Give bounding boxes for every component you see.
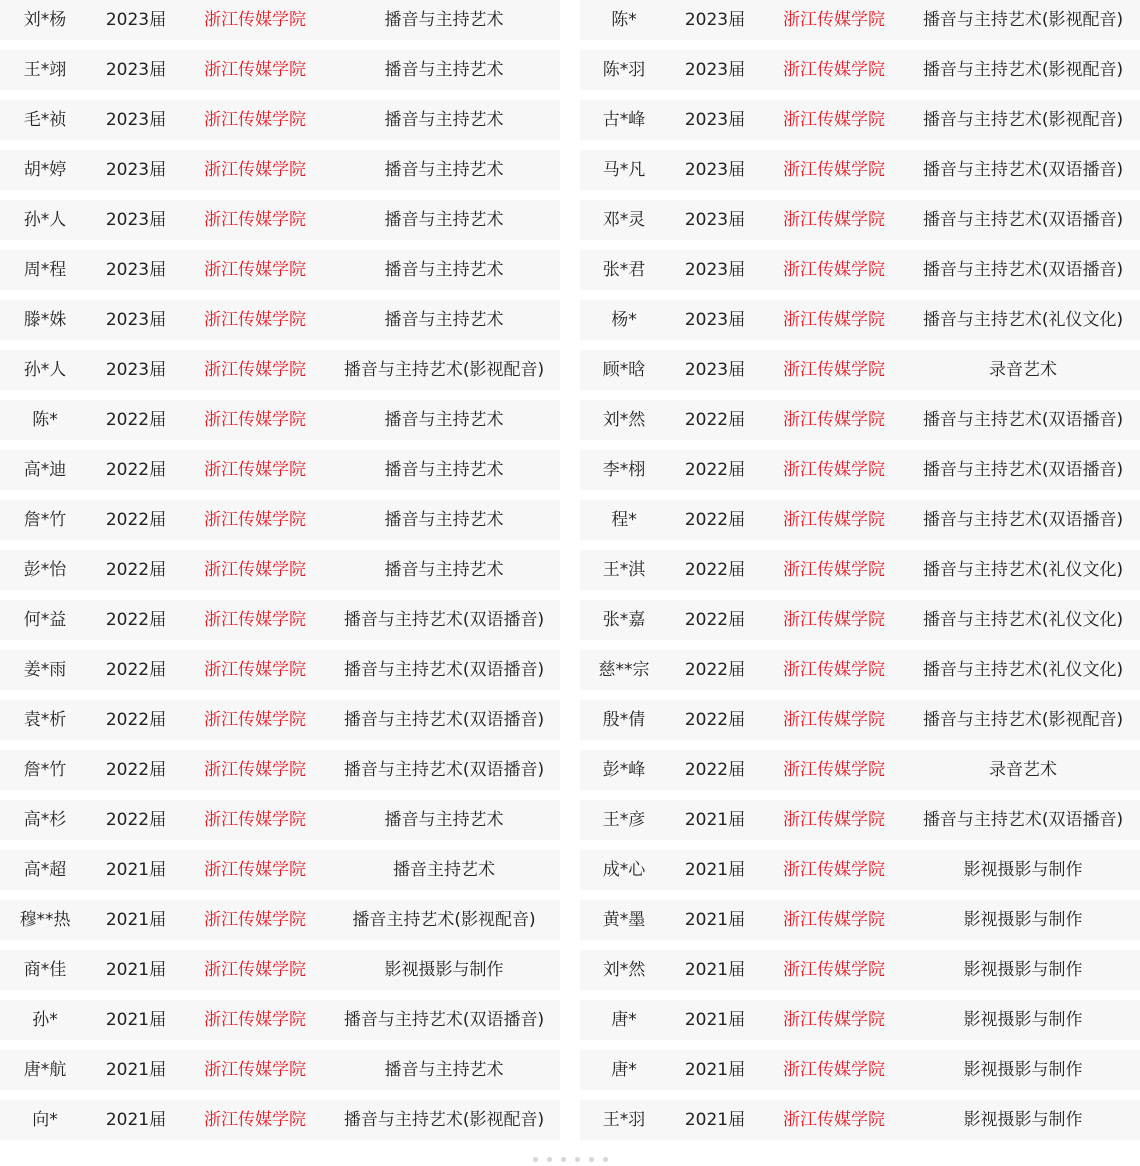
major-name: 播音与主持艺术 <box>384 210 504 230</box>
student-name: 高*杉 <box>23 810 67 830</box>
major-name: 影视摄影与制作 <box>963 960 1083 980</box>
table-row <box>580 600 1140 640</box>
graduation-year: 2021届 <box>684 910 746 930</box>
school-name: 浙江传媒学院 <box>783 610 885 630</box>
school-name: 浙江传媒学院 <box>204 1060 306 1080</box>
school-name: 浙江传媒学院 <box>783 960 885 980</box>
graduation-year: 2022届 <box>105 560 167 580</box>
school-name: 浙江传媒学院 <box>783 810 885 830</box>
table-row <box>0 850 560 890</box>
major-name: 播音与主持艺术(礼仪文化) <box>922 610 1124 630</box>
student-name: 慈**宗 <box>598 660 650 680</box>
graduation-year: 2023届 <box>105 260 167 280</box>
table-row <box>580 750 1140 790</box>
school-name: 浙江传媒学院 <box>204 1010 306 1030</box>
table-row <box>580 500 1140 540</box>
admission-list-left <box>0 0 560 1150</box>
student-name: 周*程 <box>23 260 67 280</box>
major-name: 播音与主持艺术(礼仪文化) <box>922 660 1124 680</box>
graduation-year: 2022届 <box>684 710 746 730</box>
pagination-dot[interactable] <box>603 1157 608 1162</box>
major-name: 播音与主持艺术(影视配音) <box>922 10 1124 30</box>
school-name: 浙江传媒学院 <box>783 210 885 230</box>
graduation-year: 2021届 <box>105 1010 167 1030</box>
graduation-year: 2021届 <box>684 860 746 880</box>
student-name: 孙*人 <box>23 360 67 380</box>
major-name: 播音主持艺术 <box>393 860 495 880</box>
graduation-year: 2023届 <box>684 310 746 330</box>
table-row <box>580 900 1140 940</box>
major-name: 播音与主持艺术(双语播音) <box>343 760 545 780</box>
student-name: 刘*然 <box>602 410 646 430</box>
table-row <box>580 850 1140 890</box>
school-name: 浙江传媒学院 <box>783 10 885 30</box>
graduation-year: 2023届 <box>684 260 746 280</box>
major-name: 播音与主持艺术(双语播音) <box>343 610 545 630</box>
school-name: 浙江传媒学院 <box>783 1010 885 1030</box>
major-name: 播音与主持艺术(礼仪文化) <box>922 560 1124 580</box>
major-name: 播音与主持艺术 <box>384 460 504 480</box>
major-name: 播音与主持艺术(双语播音) <box>343 660 545 680</box>
graduation-year: 2022届 <box>105 510 167 530</box>
school-name: 浙江传媒学院 <box>783 510 885 530</box>
student-name: 詹*竹 <box>23 760 67 780</box>
student-name: 马*凡 <box>602 160 646 180</box>
table-row <box>580 50 1140 90</box>
student-name: 张*君 <box>602 260 646 280</box>
school-name: 浙江传媒学院 <box>204 1110 306 1130</box>
school-name: 浙江传媒学院 <box>204 910 306 930</box>
graduation-year: 2022届 <box>105 660 167 680</box>
major-name: 播音与主持艺术 <box>384 60 504 80</box>
school-name: 浙江传媒学院 <box>204 160 306 180</box>
table-row <box>580 450 1140 490</box>
table-row <box>0 750 560 790</box>
student-name: 陈* <box>32 410 58 430</box>
school-name: 浙江传媒学院 <box>204 860 306 880</box>
table-row <box>0 150 560 190</box>
major-name: 影视摄影与制作 <box>963 860 1083 880</box>
major-name: 播音与主持艺术 <box>384 1060 504 1080</box>
graduation-year: 2023届 <box>105 210 167 230</box>
graduation-year: 2023届 <box>684 210 746 230</box>
major-name: 播音与主持艺术(双语播音) <box>922 410 1124 430</box>
major-name: 影视摄影与制作 <box>963 1010 1083 1030</box>
student-name: 黄*墨 <box>602 910 646 930</box>
major-name: 播音与主持艺术(双语播音) <box>922 160 1124 180</box>
graduation-year: 2021届 <box>105 910 167 930</box>
school-name: 浙江传媒学院 <box>204 760 306 780</box>
table-row <box>580 0 1140 40</box>
major-name: 播音与主持艺术(影视配音) <box>922 110 1124 130</box>
major-name: 播音与主持艺术 <box>384 10 504 30</box>
major-name: 播音与主持艺术(双语播音) <box>343 1010 545 1030</box>
major-name: 播音与主持艺术(双语播音) <box>922 810 1124 830</box>
school-name: 浙江传媒学院 <box>204 960 306 980</box>
school-name: 浙江传媒学院 <box>783 710 885 730</box>
carousel-pagination <box>0 1157 1140 1162</box>
graduation-year: 2023届 <box>684 110 746 130</box>
table-row <box>0 1100 560 1140</box>
student-name: 王*翊 <box>23 60 67 80</box>
major-name: 播音与主持艺术 <box>384 510 504 530</box>
student-name: 李*栩 <box>602 460 646 480</box>
graduation-year: 2022届 <box>684 560 746 580</box>
graduation-year: 2021届 <box>105 960 167 980</box>
table-row <box>0 600 560 640</box>
table-row <box>580 200 1140 240</box>
graduation-year: 2021届 <box>105 860 167 880</box>
graduation-year: 2023届 <box>684 60 746 80</box>
student-name: 王*羽 <box>602 1110 646 1130</box>
graduation-year: 2022届 <box>105 760 167 780</box>
major-name: 播音主持艺术(影视配音) <box>352 910 536 930</box>
table-row <box>0 300 560 340</box>
school-name: 浙江传媒学院 <box>783 110 885 130</box>
student-name: 唐* <box>611 1010 637 1030</box>
table-row <box>0 350 560 390</box>
student-name: 陈*羽 <box>602 60 646 80</box>
school-name: 浙江传媒学院 <box>783 660 885 680</box>
graduation-year: 2021届 <box>684 960 746 980</box>
school-name: 浙江传媒学院 <box>204 510 306 530</box>
graduation-year: 2023届 <box>684 10 746 30</box>
major-name: 播音与主持艺术 <box>384 260 504 280</box>
graduation-year: 2021届 <box>105 1060 167 1080</box>
school-name: 浙江传媒学院 <box>783 1060 885 1080</box>
student-name: 顾*晗 <box>602 360 646 380</box>
school-name: 浙江传媒学院 <box>783 410 885 430</box>
table-row <box>0 550 560 590</box>
pagination-dot[interactable] <box>589 1157 594 1162</box>
student-name: 程* <box>611 510 637 530</box>
major-name: 播音与主持艺术 <box>384 160 504 180</box>
table-row <box>580 550 1140 590</box>
school-name: 浙江传媒学院 <box>204 660 306 680</box>
major-name: 播音与主持艺术 <box>384 560 504 580</box>
student-name: 穆**热 <box>19 910 71 930</box>
table-row <box>0 0 560 40</box>
school-name: 浙江传媒学院 <box>783 760 885 780</box>
graduation-year: 2022届 <box>105 710 167 730</box>
graduation-year: 2023届 <box>105 310 167 330</box>
student-name: 胡*婷 <box>23 160 67 180</box>
school-name: 浙江传媒学院 <box>783 310 885 330</box>
graduation-year: 2022届 <box>105 460 167 480</box>
graduation-year: 2021届 <box>684 810 746 830</box>
table-row <box>0 200 560 240</box>
student-name: 张*嘉 <box>602 610 646 630</box>
school-name: 浙江传媒学院 <box>204 360 306 380</box>
school-name: 浙江传媒学院 <box>204 310 306 330</box>
student-name: 殷*倩 <box>602 710 646 730</box>
major-name: 播音与主持艺术 <box>384 310 504 330</box>
student-name: 滕*姝 <box>23 310 67 330</box>
graduation-year: 2023届 <box>684 160 746 180</box>
table-row <box>580 700 1140 740</box>
graduation-year: 2022届 <box>684 760 746 780</box>
school-name: 浙江传媒学院 <box>783 460 885 480</box>
graduation-year: 2021届 <box>684 1060 746 1080</box>
table-row <box>580 250 1140 290</box>
student-name: 陈* <box>611 10 637 30</box>
pagination-dot[interactable] <box>547 1157 552 1162</box>
school-name: 浙江传媒学院 <box>783 60 885 80</box>
graduation-year: 2022届 <box>684 610 746 630</box>
table-row <box>0 700 560 740</box>
table-row <box>580 1100 1140 1140</box>
table-row <box>580 400 1140 440</box>
pagination-dot[interactable] <box>533 1157 538 1162</box>
table-row <box>580 100 1140 140</box>
graduation-year: 2023届 <box>105 110 167 130</box>
major-name: 影视摄影与制作 <box>963 1110 1083 1130</box>
table-row <box>0 1050 560 1090</box>
school-name: 浙江传媒学院 <box>204 60 306 80</box>
student-name: 成*心 <box>602 860 646 880</box>
graduation-year: 2022届 <box>105 410 167 430</box>
table-row <box>580 1000 1140 1040</box>
graduation-year: 2021届 <box>684 1010 746 1030</box>
major-name: 播音与主持艺术(影视配音) <box>922 60 1124 80</box>
student-name: 王*淇 <box>602 560 646 580</box>
student-name: 杨* <box>611 310 637 330</box>
major-name: 播音与主持艺术 <box>384 410 504 430</box>
student-name: 彭*峰 <box>602 760 646 780</box>
graduation-year: 2023届 <box>105 360 167 380</box>
major-name: 播音与主持艺术(影视配音) <box>343 1110 545 1130</box>
student-name: 商*佳 <box>23 960 67 980</box>
student-name: 詹*竹 <box>23 510 67 530</box>
school-name: 浙江传媒学院 <box>783 910 885 930</box>
major-name: 影视摄影与制作 <box>384 960 504 980</box>
graduation-year: 2023届 <box>105 160 167 180</box>
school-name: 浙江传媒学院 <box>204 10 306 30</box>
major-name: 播音与主持艺术(双语播音) <box>343 710 545 730</box>
student-name: 何*益 <box>23 610 67 630</box>
table-row <box>0 450 560 490</box>
graduation-year: 2021届 <box>105 1110 167 1130</box>
student-name: 毛*祯 <box>23 110 67 130</box>
graduation-year: 2022届 <box>105 610 167 630</box>
school-name: 浙江传媒学院 <box>783 260 885 280</box>
major-name: 播音与主持艺术(双语播音) <box>922 460 1124 480</box>
pagination-dot[interactable] <box>575 1157 580 1162</box>
graduation-year: 2023届 <box>105 10 167 30</box>
graduation-year: 2022届 <box>684 510 746 530</box>
table-row <box>0 250 560 290</box>
graduation-year: 2023届 <box>105 60 167 80</box>
school-name: 浙江传媒学院 <box>204 110 306 130</box>
student-name: 袁*析 <box>23 710 67 730</box>
school-name: 浙江传媒学院 <box>204 460 306 480</box>
table-row <box>0 900 560 940</box>
table-row <box>580 650 1140 690</box>
table-row <box>0 100 560 140</box>
school-name: 浙江传媒学院 <box>204 560 306 580</box>
graduation-year: 2022届 <box>684 660 746 680</box>
school-name: 浙江传媒学院 <box>783 560 885 580</box>
student-name: 刘*杨 <box>23 10 67 30</box>
major-name: 影视摄影与制作 <box>963 1060 1083 1080</box>
table-row <box>0 800 560 840</box>
major-name: 播音与主持艺术 <box>384 810 504 830</box>
student-name: 唐*航 <box>23 1060 67 1080</box>
major-name: 录音艺术 <box>989 360 1057 380</box>
student-name: 唐* <box>611 1060 637 1080</box>
school-name: 浙江传媒学院 <box>204 260 306 280</box>
student-name: 刘*然 <box>602 960 646 980</box>
graduation-year: 2023届 <box>684 360 746 380</box>
school-name: 浙江传媒学院 <box>204 710 306 730</box>
graduation-year: 2022届 <box>105 810 167 830</box>
student-name: 孙* <box>32 1010 58 1030</box>
student-name: 古*峰 <box>602 110 646 130</box>
table-row <box>580 800 1140 840</box>
table-row <box>580 350 1140 390</box>
table-row <box>0 1000 560 1040</box>
student-name: 高*迪 <box>23 460 67 480</box>
major-name: 录音艺术 <box>989 760 1057 780</box>
admission-list-right <box>580 0 1140 1150</box>
major-name: 播音与主持艺术(影视配音) <box>343 360 545 380</box>
table-row <box>0 400 560 440</box>
student-name: 王*彦 <box>602 810 646 830</box>
student-name: 高*超 <box>23 860 67 880</box>
table-row <box>0 50 560 90</box>
school-name: 浙江传媒学院 <box>783 160 885 180</box>
school-name: 浙江传媒学院 <box>204 410 306 430</box>
graduation-year: 2022届 <box>684 460 746 480</box>
major-name: 影视摄影与制作 <box>963 910 1083 930</box>
school-name: 浙江传媒学院 <box>204 810 306 830</box>
school-name: 浙江传媒学院 <box>204 610 306 630</box>
school-name: 浙江传媒学院 <box>783 1110 885 1130</box>
student-name: 姜*雨 <box>23 660 67 680</box>
table-row <box>580 150 1140 190</box>
graduation-year: 2022届 <box>684 410 746 430</box>
student-name: 向* <box>32 1110 58 1130</box>
student-name: 孙*人 <box>23 210 67 230</box>
major-name: 播音与主持艺术(双语播音) <box>922 510 1124 530</box>
major-name: 播音与主持艺术(双语播音) <box>922 210 1124 230</box>
table-row <box>0 950 560 990</box>
table-row <box>580 950 1140 990</box>
major-name: 播音与主持艺术(影视配音) <box>922 710 1124 730</box>
school-name: 浙江传媒学院 <box>783 860 885 880</box>
major-name: 播音与主持艺术(礼仪文化) <box>922 310 1124 330</box>
school-name: 浙江传媒学院 <box>204 210 306 230</box>
table-row <box>580 300 1140 340</box>
table-row <box>0 500 560 540</box>
graduation-year: 2021届 <box>684 1110 746 1130</box>
school-name: 浙江传媒学院 <box>783 360 885 380</box>
major-name: 播音与主持艺术 <box>384 110 504 130</box>
student-name: 彭*怡 <box>23 560 67 580</box>
table-row <box>580 1050 1140 1090</box>
pagination-dot[interactable] <box>561 1157 566 1162</box>
student-name: 邓*灵 <box>602 210 646 230</box>
major-name: 播音与主持艺术(双语播音) <box>922 260 1124 280</box>
table-row <box>0 650 560 690</box>
